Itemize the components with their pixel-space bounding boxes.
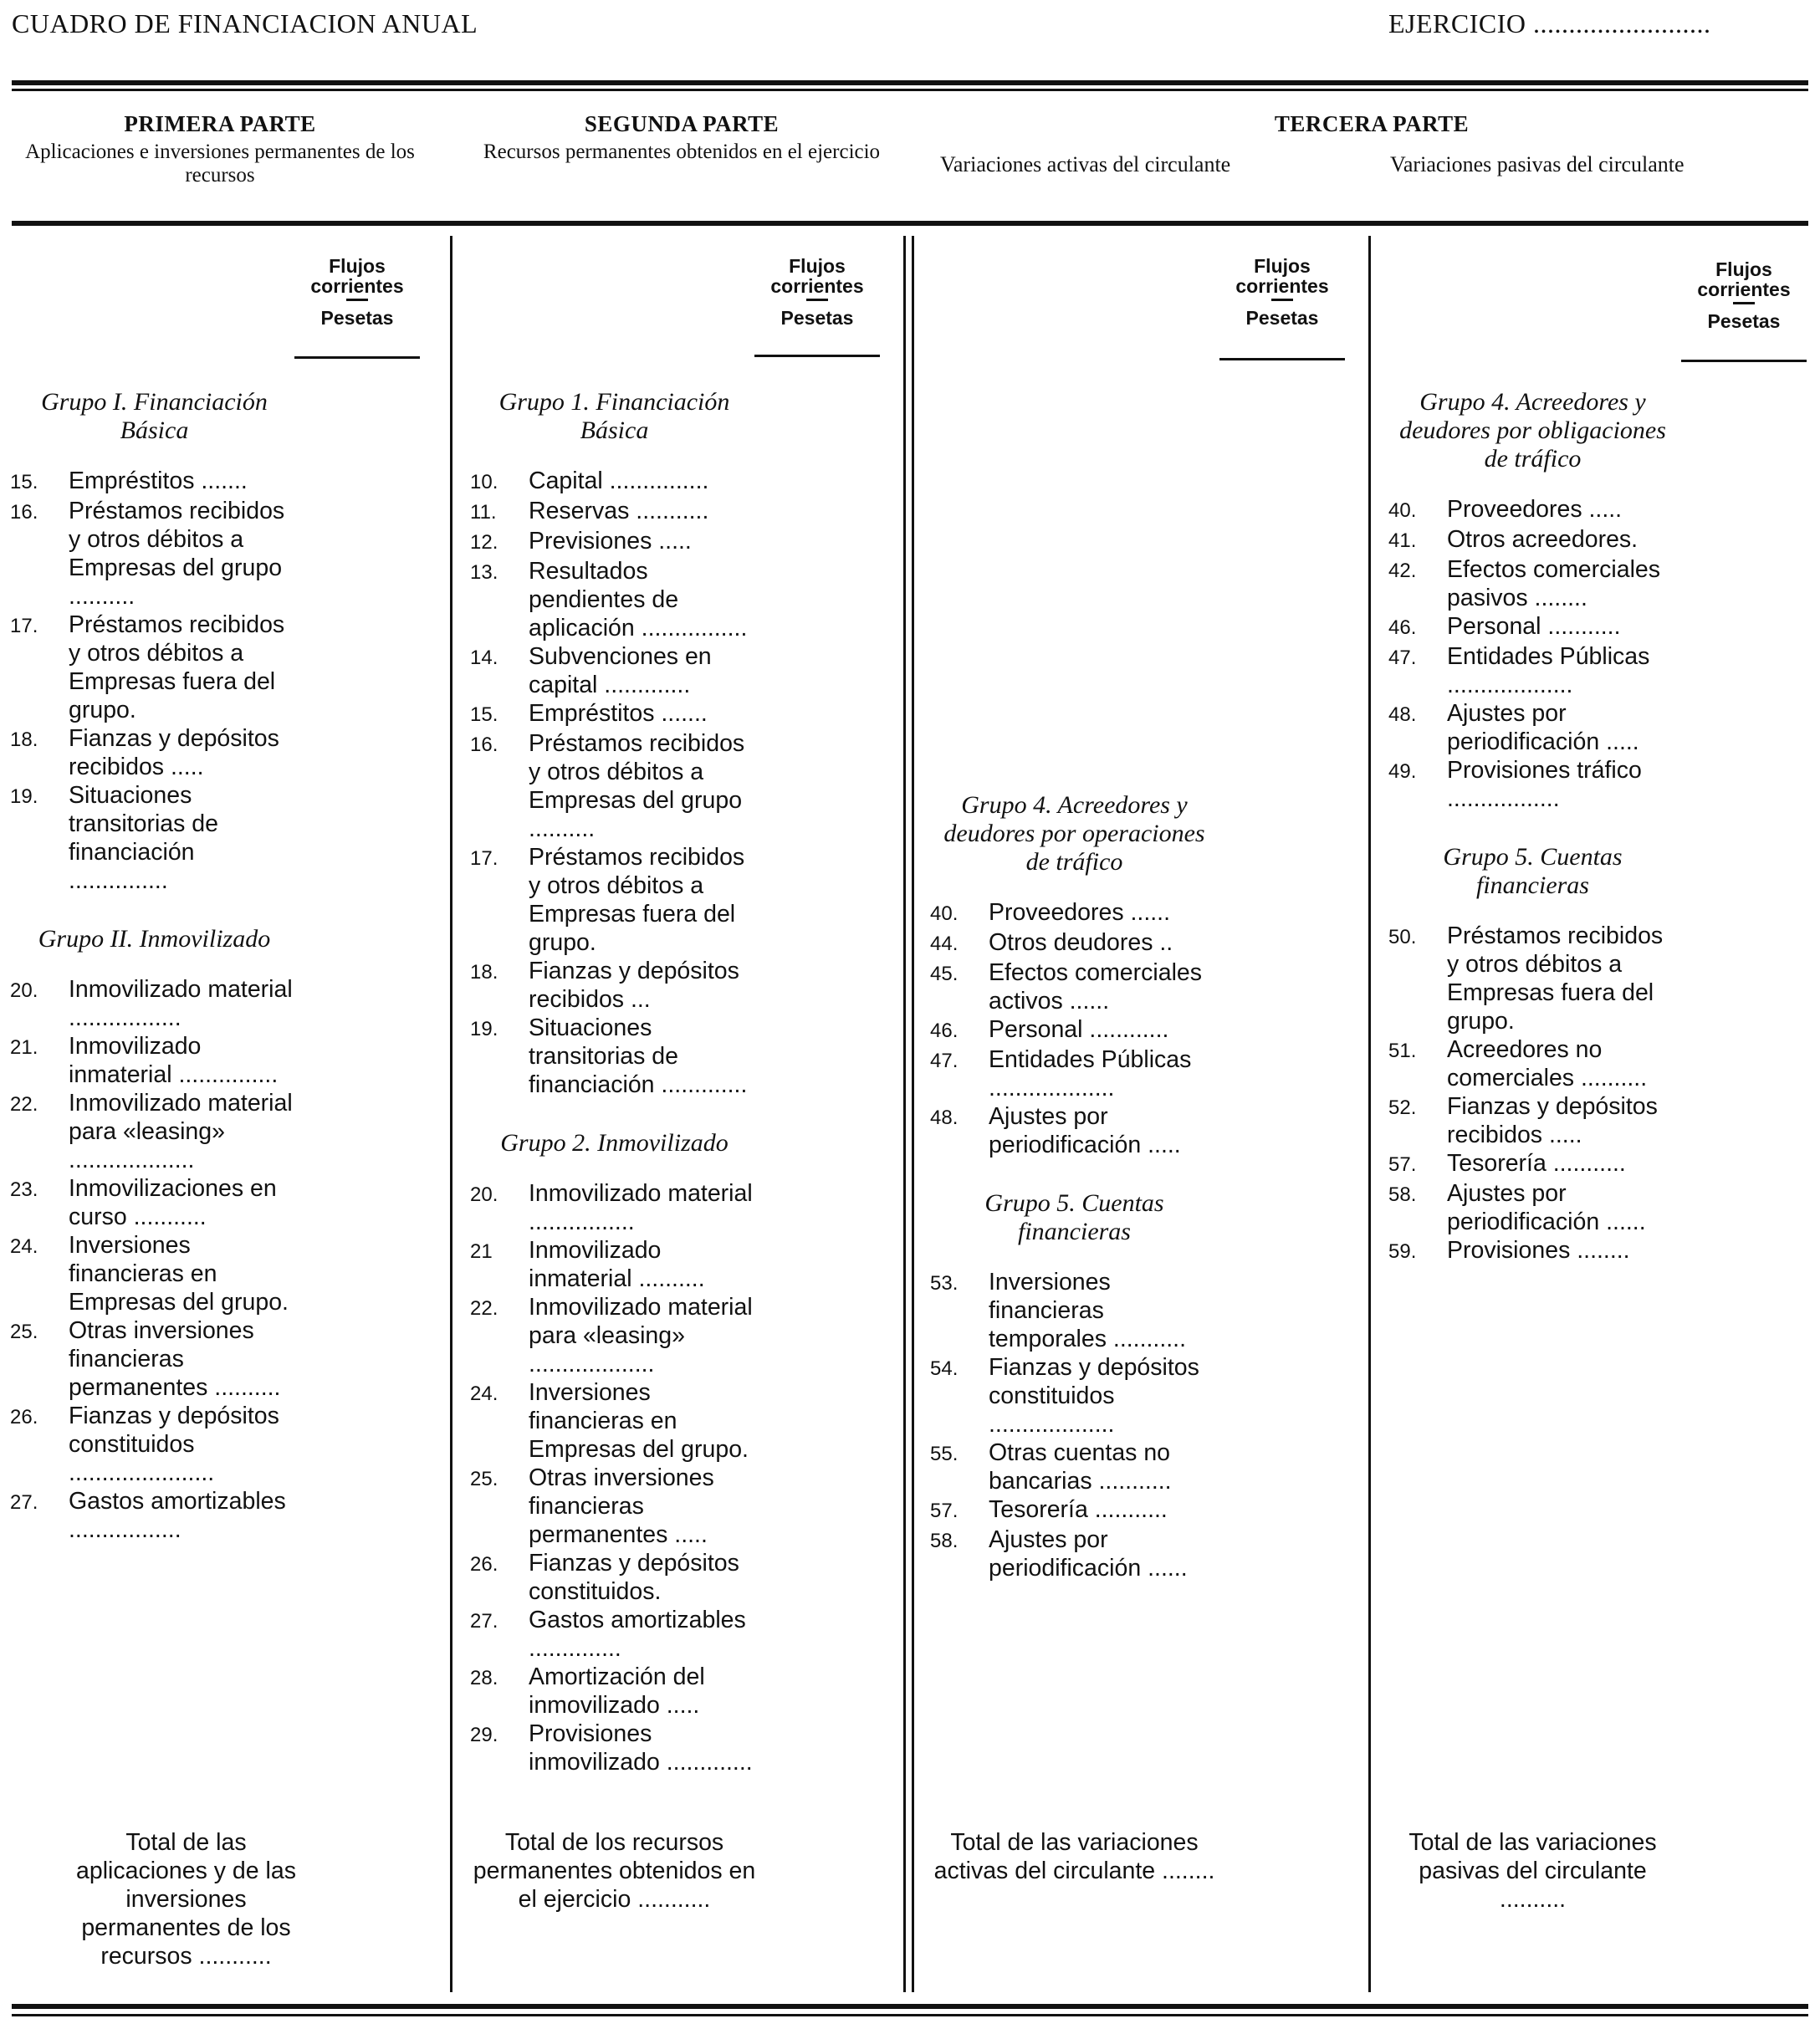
list-item — [10, 467, 299, 497]
list-item — [1388, 495, 1677, 525]
list-item — [10, 1174, 299, 1231]
column-separator-1 — [450, 236, 452, 1992]
flujos-unit: Pesetas — [1707, 310, 1781, 332]
item-label: Fianzas y depósitos constituidos. — [529, 1550, 739, 1605]
item-number: 41. — [1388, 529, 1417, 552]
item-label: Entidades Públicas ................... — [1447, 643, 1650, 698]
item-label: Provisiones inmovilizado ............. — [529, 1720, 753, 1776]
part-second-title: SEGUNDA PARTE — [584, 111, 780, 136]
flujos-line1: Flujos — [1715, 258, 1772, 280]
list-item — [930, 1268, 1219, 1353]
item-number: 25. — [470, 1468, 498, 1490]
column-separator-2b — [912, 236, 914, 1992]
item-label: Subvenciones en capital ............. — [529, 643, 712, 698]
item-label: Empréstitos ....... — [69, 468, 248, 494]
list-item — [930, 928, 1219, 958]
item-number: 24. — [10, 1235, 38, 1258]
list-item — [10, 611, 299, 724]
list-item — [470, 1293, 759, 1378]
item-label: Tesorería ........... — [989, 1496, 1168, 1523]
flujos-unit: Pesetas — [320, 307, 394, 329]
item-number: 24. — [470, 1382, 498, 1405]
flujos-line1: Flujos — [329, 255, 386, 277]
item-number: 15. — [10, 471, 38, 493]
list-item — [470, 699, 759, 729]
item-label: Fianzas y depósitos recibidos ..... — [1447, 1093, 1658, 1148]
flujos-line2: corrientes — [770, 275, 864, 297]
list-item — [470, 843, 759, 957]
item-label: Previsiones ..... — [529, 528, 692, 554]
item-number: 45. — [930, 963, 959, 985]
list-item — [1388, 1236, 1677, 1266]
item-label: Provisiones ........ — [1447, 1237, 1630, 1264]
item-number: 18. — [10, 728, 38, 751]
flujos-line2: corrientes — [310, 275, 404, 297]
item-number: 22. — [10, 1093, 38, 1116]
list-item — [10, 1402, 299, 1487]
item-number: 17. — [470, 847, 498, 870]
item-label: Ajustes por periodificación ...... — [989, 1526, 1188, 1582]
total-variaciones-activas: Total de las variaciones activas del circulante ........ — [933, 1829, 1215, 1884]
item-label: Capital ............... — [529, 468, 709, 494]
list-item — [470, 1663, 759, 1720]
list-item — [930, 1015, 1219, 1045]
list-item — [1388, 525, 1677, 555]
part-second-heading — [477, 112, 887, 164]
item-label: Gastos amortizables .............. — [529, 1607, 746, 1662]
item-number: 22. — [470, 1297, 498, 1320]
flujos-header-col3 — [1219, 256, 1345, 328]
item-number: 14. — [470, 646, 498, 669]
flujos-rule-col3 — [1219, 358, 1345, 360]
group-section — [1388, 388, 1677, 813]
item-number: 16. — [10, 501, 38, 524]
list-item — [10, 1487, 299, 1544]
column-primera-parte — [10, 388, 299, 1544]
list-item — [10, 1032, 299, 1089]
item-number: 17. — [10, 615, 38, 637]
item-label: Empréstitos ....... — [529, 700, 708, 727]
list-item — [470, 1549, 759, 1606]
part-third-heading — [1104, 112, 1639, 141]
list-item — [470, 1014, 759, 1099]
list-item — [470, 1464, 759, 1549]
item-label: Préstamos recibidos y otros débitos a Empresas fuera del grupo. — [529, 844, 745, 956]
top-double-rule-upper — [12, 80, 1808, 85]
item-label: Inversiones financieras temporales ........... — [989, 1269, 1187, 1352]
header-bottom-rule — [12, 221, 1808, 226]
item-label: Fianzas y depósitos constituidos ................... — [989, 1354, 1199, 1438]
group-title: Grupo 4. Acreedores y deudores por operaciones de tráfico — [943, 791, 1205, 876]
group-title: Grupo I. Financiación Básica — [41, 388, 268, 444]
item-label: Entidades Públicas ................... — [989, 1046, 1192, 1101]
item-label: Inversiones financieras en Empresas del grupo. — [529, 1379, 749, 1463]
item-label: Inmovilizado material para «leasing» ................... — [529, 1294, 753, 1377]
item-number: 40. — [1388, 499, 1417, 522]
item-label: Proveedores ..... — [1447, 496, 1623, 523]
item-label: Reservas ........... — [529, 498, 709, 524]
top-double-rule-lower — [12, 89, 1808, 91]
list-item — [470, 1179, 759, 1236]
list-item — [470, 557, 759, 642]
item-number: 48. — [930, 1106, 959, 1129]
item-number: 19. — [10, 785, 38, 808]
flujos-dash — [346, 299, 368, 301]
item-number: 12. — [470, 531, 498, 554]
list-item — [930, 1353, 1219, 1439]
item-label: Gastos amortizables ................. — [69, 1488, 286, 1543]
item-label: Otras cuentas no bancarias ........... — [989, 1439, 1172, 1495]
group-title: Grupo 4. Acreedores y deudores por obligaciones de tráfico — [1399, 388, 1666, 473]
flujos-unit: Pesetas — [1245, 307, 1319, 329]
flujos-header-col2 — [754, 256, 880, 328]
flujos-dash — [806, 299, 828, 301]
item-label: Otros deudores .. — [989, 929, 1173, 956]
total-primera-parte: Total de las aplicaciones y de las inversiones permanentes de los recursos ........... — [76, 1829, 296, 1970]
total-segunda-parte: Total de los recursos permanentes obtenidos en el ejercicio ........... — [473, 1829, 756, 1913]
item-label: Proveedores ...... — [989, 899, 1171, 926]
part-third-title: TERCERA PARTE — [1274, 111, 1470, 136]
list-item — [930, 1526, 1219, 1582]
list-item — [10, 1316, 299, 1402]
group-section — [10, 925, 299, 1544]
item-label: Préstamos recibidos y otros débitos a Empresas fuera del grupo. — [69, 611, 285, 723]
item-number: 57. — [1388, 1153, 1417, 1176]
item-label: Otras inversiones financieras permanentes ..... — [529, 1464, 714, 1548]
item-label: Ajustes por periodificación ..... — [989, 1103, 1181, 1158]
flujos-line1: Flujos — [789, 255, 846, 277]
item-label: Inmovilizado material para «leasing» ................... — [69, 1090, 293, 1173]
item-number: 20. — [470, 1183, 498, 1206]
part-third-active-subtitle: Variaciones activas del circulante — [940, 152, 1231, 176]
item-number: 47. — [1388, 646, 1417, 669]
item-number: 42. — [1388, 560, 1417, 582]
list-item — [1388, 699, 1677, 756]
group-section — [470, 388, 759, 1099]
list-item — [10, 1089, 299, 1174]
list-item — [1388, 1179, 1677, 1236]
item-number: 21. — [10, 1036, 38, 1059]
item-number: 44. — [930, 933, 959, 955]
list-item — [470, 527, 759, 557]
group-section — [470, 1129, 759, 1776]
item-number: 11. — [470, 501, 497, 524]
list-item — [470, 729, 759, 843]
item-number: 46. — [1388, 616, 1417, 639]
item-label: Fianzas y depósitos recibidos ... — [529, 958, 739, 1013]
part-first-heading — [7, 112, 433, 187]
item-number: 46. — [930, 1020, 959, 1042]
list-item — [930, 1045, 1219, 1102]
list-item — [1388, 1149, 1677, 1179]
item-number: 13. — [470, 561, 498, 584]
list-item — [1388, 1035, 1677, 1092]
item-label: Préstamos recibidos y otros débitos a Empresas fuera del grupo. — [1447, 922, 1664, 1035]
item-number: 59. — [1388, 1240, 1417, 1263]
item-label: Fianzas y depósitos constituidos ...................... — [69, 1403, 279, 1486]
item-number: 23. — [10, 1178, 38, 1201]
item-number: 58. — [930, 1530, 959, 1552]
flujos-header-col1 — [294, 256, 420, 328]
item-label: Ajustes por periodificación ..... — [1447, 700, 1639, 755]
item-label: Otras inversiones financieras permanentes .......... — [69, 1317, 281, 1401]
group-section — [930, 1189, 1219, 1582]
item-label: Situaciones transitorias de financiación ............. — [529, 1014, 748, 1098]
list-item — [470, 497, 759, 527]
list-item — [470, 1720, 759, 1776]
item-number: 51. — [1388, 1040, 1417, 1062]
list-item — [470, 467, 759, 497]
column-separator-2a — [903, 236, 906, 1992]
list-item — [10, 497, 299, 611]
list-item — [470, 957, 759, 1014]
item-number: 50. — [1388, 926, 1417, 948]
bottom-double-rule-lower — [12, 2014, 1808, 2016]
list-item — [10, 781, 299, 895]
item-label: Inmovilizado material ................ — [529, 1180, 753, 1235]
flujos-rule-col2 — [754, 355, 880, 357]
item-label: Resultados pendientes de aplicación ................ — [529, 558, 748, 641]
item-label: Efectos comerciales activos ...... — [989, 959, 1203, 1014]
item-number: 15. — [470, 703, 498, 726]
list-item — [470, 1236, 759, 1293]
item-number: 55. — [930, 1443, 959, 1465]
item-label: Acreedores no comerciales .......... — [1447, 1036, 1648, 1091]
list-item — [930, 958, 1219, 1015]
flujos-line1: Flujos — [1254, 255, 1311, 277]
part-third-passive-subtitle: Variaciones pasivas del circulante — [1390, 152, 1685, 176]
list-item — [930, 1439, 1219, 1495]
item-label: Personal ........... — [1447, 613, 1621, 640]
item-number: 28. — [470, 1667, 498, 1689]
list-item — [10, 724, 299, 781]
item-label: Inmovilizaciones en curso ........... — [69, 1175, 277, 1230]
column-segunda-parte — [470, 388, 759, 1776]
list-item — [10, 975, 299, 1032]
list-item — [10, 1231, 299, 1316]
item-label: Préstamos recibidos y otros débitos a Empresas del grupo .......... — [69, 498, 285, 610]
item-number: 27. — [470, 1610, 498, 1633]
item-number: 52. — [1388, 1096, 1417, 1119]
column-variaciones-activas — [930, 791, 1219, 1582]
flujos-rule-col1 — [294, 356, 420, 359]
list-item — [470, 1378, 759, 1464]
list-item — [930, 1102, 1219, 1159]
item-number: 40. — [930, 902, 959, 925]
list-item — [1388, 612, 1677, 642]
group-title: Grupo 5. Cuentas financieras — [1443, 843, 1623, 899]
item-label: Ajustes por periodificación ...... — [1447, 1180, 1646, 1235]
item-number: 53. — [930, 1272, 959, 1295]
group-section — [1388, 843, 1677, 1266]
list-item — [470, 642, 759, 699]
flujos-unit: Pesetas — [780, 307, 854, 329]
list-item — [930, 898, 1219, 928]
item-label: Fianzas y depósitos recibidos ..... — [69, 725, 279, 780]
list-item — [470, 1606, 759, 1663]
item-number: 54. — [930, 1357, 959, 1380]
flujos-dash — [1733, 302, 1755, 304]
item-number: 19. — [470, 1018, 498, 1040]
item-label: Amortización del inmovilizado ..... — [529, 1663, 705, 1719]
list-item — [1388, 756, 1677, 813]
list-item — [1388, 642, 1677, 699]
item-label: Inmovilizado inmaterial ............... — [69, 1033, 279, 1088]
item-number: 16. — [470, 733, 498, 756]
item-label: Inmovilizado inmaterial .......... — [529, 1237, 705, 1292]
item-number: 57. — [930, 1500, 959, 1522]
part-first-title: PRIMERA PARTE — [124, 111, 316, 136]
flujos-header-col4 — [1681, 259, 1807, 331]
item-number: 49. — [1388, 760, 1417, 783]
item-label: Préstamos recibidos y otros débitos a Empresas del grupo .......... — [529, 730, 745, 842]
item-number: 10. — [470, 471, 498, 493]
group-title: Grupo II. Inmovilizado — [38, 925, 271, 953]
item-number: 48. — [1388, 703, 1417, 726]
item-label: Otros acreedores. — [1447, 526, 1639, 553]
item-number: 18. — [470, 961, 498, 984]
flujos-line2: corrientes — [1235, 275, 1329, 297]
item-number: 47. — [930, 1050, 959, 1072]
item-label: Provisiones tráfico ................. — [1447, 757, 1642, 812]
bottom-double-rule-upper — [12, 2004, 1808, 2009]
part-second-subtitle: Recursos permanentes obtenidos en el ejercicio — [483, 141, 881, 163]
group-title: Grupo 5. Cuentas financieras — [984, 1189, 1164, 1245]
item-number: 25. — [10, 1321, 38, 1343]
list-item — [1388, 555, 1677, 612]
group-section — [10, 388, 299, 895]
item-number: 21 — [470, 1240, 493, 1263]
item-number: 26. — [10, 1406, 38, 1428]
flujos-line2: corrientes — [1697, 279, 1791, 300]
column-separator-3 — [1368, 236, 1371, 1992]
item-label: Efectos comerciales pasivos ........ — [1447, 556, 1661, 611]
item-number: 20. — [10, 979, 38, 1002]
item-number: 27. — [10, 1491, 38, 1514]
group-title: Grupo 1. Financiación Básica — [498, 388, 730, 444]
ejercicio-field: EJERCICIO ......................... — [1388, 8, 1711, 38]
part-first-subtitle: Aplicaciones e inversiones permanentes de los recursos — [25, 141, 415, 187]
item-label: Situaciones transitorias de financiación ............... — [69, 782, 219, 894]
item-label: Inmovilizado material ................. — [69, 976, 293, 1031]
list-item — [1388, 1092, 1677, 1149]
list-item — [930, 1495, 1219, 1526]
total-variaciones-pasivas: Total de las variaciones pasivas del circulante .......... — [1408, 1829, 1657, 1913]
item-number: 26. — [470, 1553, 498, 1576]
item-label: Tesorería ........... — [1447, 1150, 1626, 1177]
list-item — [1388, 922, 1677, 1035]
group-title: Grupo 2. Inmovilizado — [500, 1129, 729, 1157]
item-label: Inversiones financieras en Empresas del grupo. — [69, 1232, 289, 1316]
item-label: Personal ............ — [989, 1016, 1169, 1043]
item-number: 58. — [1388, 1183, 1417, 1206]
page-title: CUADRO DE FINANCIACION ANUAL — [12, 8, 478, 38]
group-section — [930, 791, 1219, 1159]
flujos-dash — [1271, 299, 1293, 301]
flujos-rule-col4 — [1681, 360, 1807, 362]
column-variaciones-pasivas — [1388, 388, 1677, 1266]
item-number: 29. — [470, 1724, 498, 1746]
